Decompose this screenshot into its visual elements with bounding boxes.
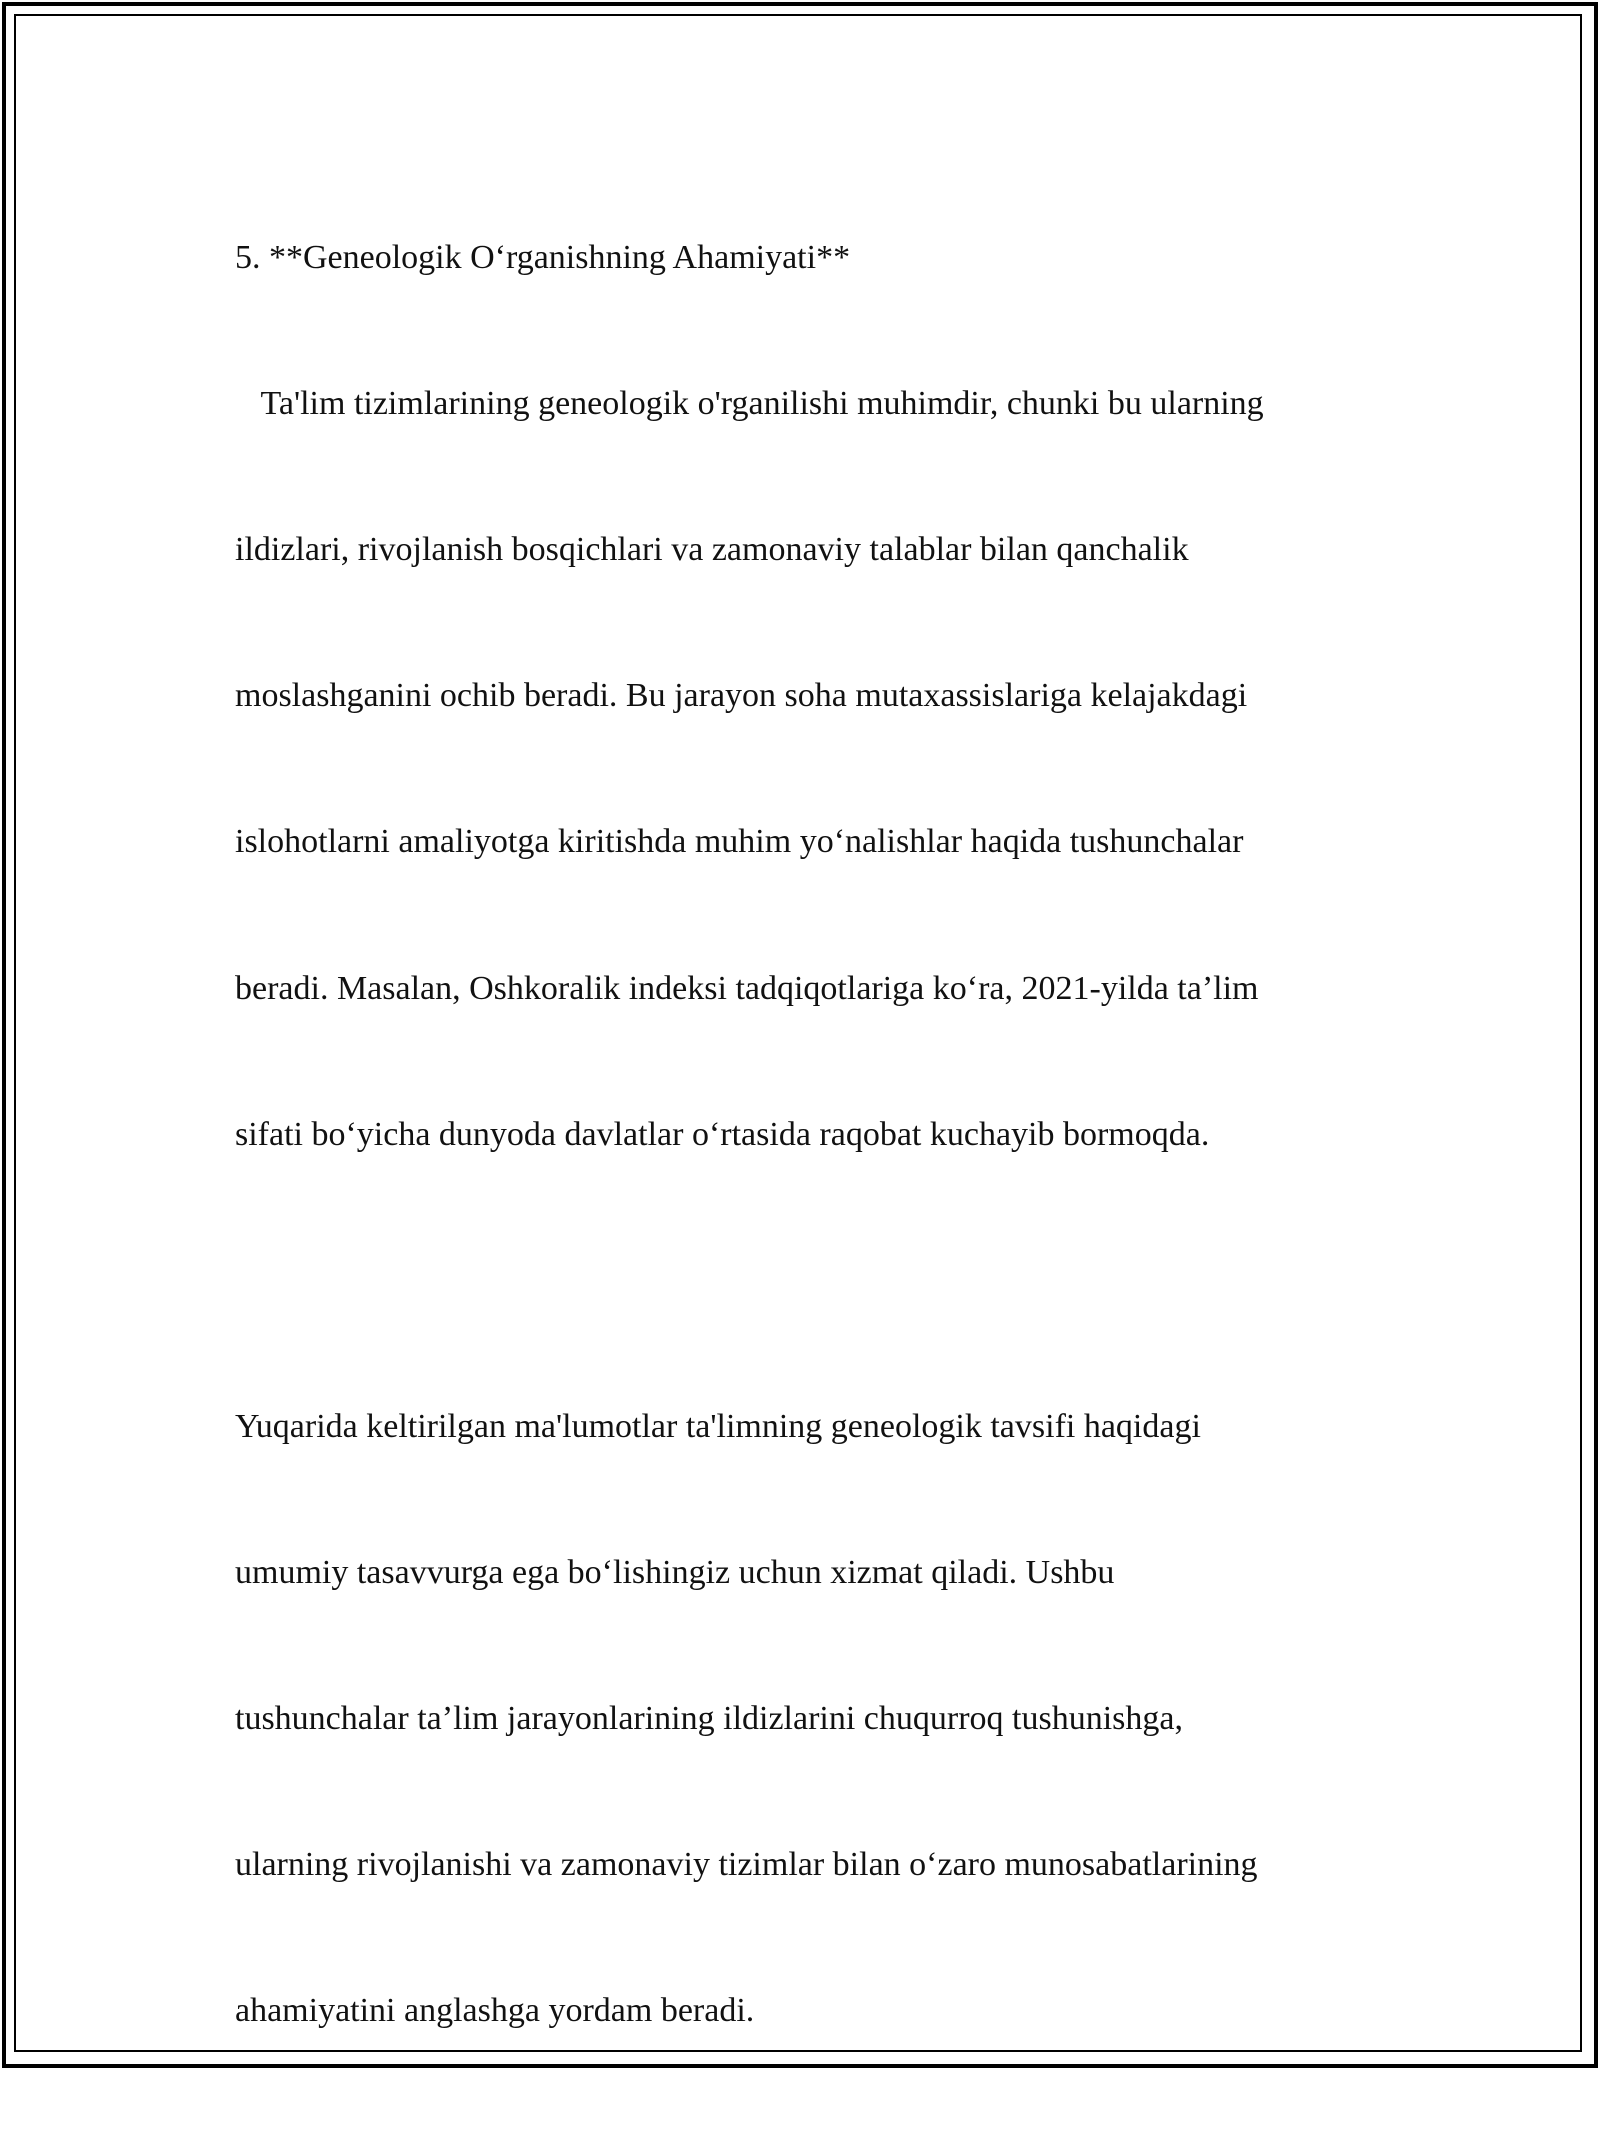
text-line: islohotlarni amaliyotga kiritishda muhim yo‘nalishlar haqida tushunchalar [235, 823, 1244, 861]
text-line: Yuqarida keltirilgan ma'lumotlar ta'limning geneologik tavsifi haqidagi [235, 1407, 1201, 1445]
text-line: moslashganini ochib beradi. Bu jarayon soha mutaxassislariga kelajakdagi [235, 677, 1248, 715]
document-body [235, 234, 1355, 2133]
text-line: ularning rivojlanishi va zamonaviy tizimlar bilan o‘zaro munosabatlarining [235, 1846, 1258, 1884]
paragraph-summary [235, 1305, 1355, 2133]
paragraph-significance [235, 283, 1355, 1257]
paragraph-spacer [235, 1257, 1355, 1306]
text-line: beradi. Masalan, Oshkoralik indeksi tadqiqotlariga ko‘ra, 2021-yilda ta’lim [235, 969, 1259, 1007]
text-line: sifati bo‘yicha dunyoda davlatlar o‘rtasida raqobat kuchayib bormoqda. [235, 1115, 1210, 1153]
section-heading: 5. **Geneologik O‘rganishning Ahamiyati** [235, 239, 851, 276]
text-line: tushunchalar ta’lim jarayonlarining ildizlarini chuqurroq tushunishga, [235, 1700, 1183, 1738]
text-line: ildizlari, rivojlanish bosqichlari va zamonaviy talablar bilan qanchalik [235, 531, 1189, 569]
text-line: ahamiyatini anglashga yordam beradi. [235, 1992, 755, 2030]
text-line: Ta'lim tizimlarining geneologik o'rganilishi muhimdir, chunki bu ularning [235, 385, 1264, 423]
text-line: umumiy tasavvurga ega bo‘lishingiz uchun xizmat qiladi. Ushbu [235, 1553, 1115, 1591]
